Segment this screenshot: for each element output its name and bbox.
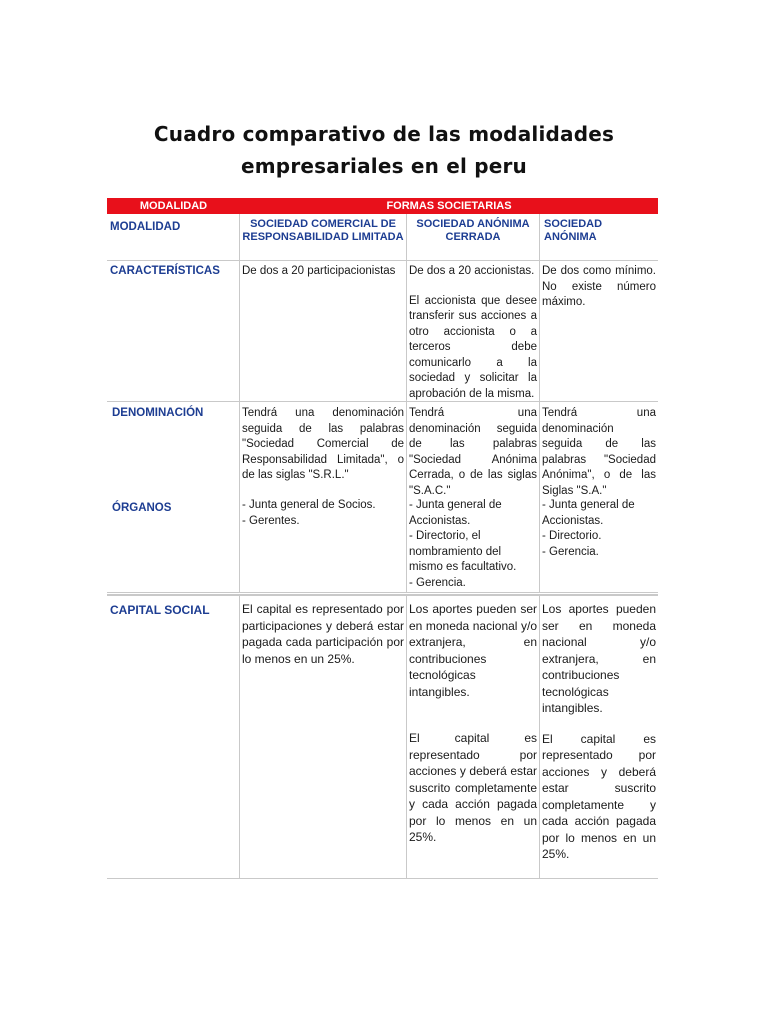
caracteristicas-sac-2: El accionista que desee transferir sus acciones a otro accionista o a terceros debe comunicarlo a la sociedad y solicitar la aprobación de la misma.	[409, 294, 537, 400]
organos-srl-2: - Gerentes.	[242, 514, 300, 527]
top-header-formas-societarias: FORMAS SOCIETARIAS	[386, 200, 512, 212]
capital-sac-2: El capital es representado por acciones y deberá estar suscrito completamente y cada acción pagada por lo menos en un 25%.	[409, 731, 537, 844]
caracteristicas-sac	[407, 261, 540, 401]
capital-sac	[407, 596, 540, 878]
caracteristicas-sac-1: De dos a 20 accionistas.	[409, 265, 535, 277]
table-row-denominacion-organos	[107, 402, 658, 593]
organos-sa-3: - Gerencia.	[542, 545, 599, 558]
comparison-table	[107, 198, 658, 879]
capital-sa	[540, 596, 658, 878]
title-line-2: empresariales en el peru	[241, 154, 527, 178]
capital-sa-1: Los aportes pueden ser en moneda nacional y/o extranjera, en contribuciones tecnológicas intangibles.	[542, 602, 656, 715]
capital-sa-2: El capital es representado por acciones y deberá estar suscrito completamente y cada acción pagada por lo menos en un 25%.	[542, 731, 656, 861]
denominacion-sa: Tendrá una denominación seguida de las palabras "Sociedad Anónima", o de las Siglas "S.A."	[542, 407, 656, 497]
organos-sac-3: - Gerencia.	[409, 576, 466, 589]
denominacion-organos-srl	[240, 402, 407, 592]
table-row-capital-social	[107, 594, 658, 879]
capital-sac-1: Los aportes pueden ser en moneda nacional y/o extranjera, en contribuciones tecnológicas intangibles.	[409, 602, 537, 699]
title-line-1: Cuadro comparativo de las modalidades	[153, 122, 615, 146]
row-label-capital-social: CAPITAL SOCIAL	[107, 596, 240, 878]
caracteristicas-sa: De dos como mínimo. No existe número máximo.	[542, 265, 656, 308]
capital-srl: El capital es representado por participaciones y deberá estar pagada cada participación por lo menos en un 25%.	[240, 596, 407, 878]
organos-sac-2: - Directorio, el nombramiento del mismo es facultativo.	[409, 530, 517, 573]
document-title	[0, 118, 768, 182]
row-label-denominacion: DENOMINACIÓN	[112, 407, 204, 419]
row-labels-denominacion-organos	[107, 402, 240, 592]
header-col-sa: SOCIEDAD ANÓNIMA	[544, 218, 603, 243]
row-label-organos: ÓRGANOS	[112, 501, 172, 514]
organos-srl-1: - Junta general de Socios.	[242, 499, 376, 511]
table-row-caracteristicas	[107, 261, 658, 402]
header-label-modalidad: MODALIDAD	[107, 214, 240, 260]
header-col-sac: SOCIEDAD ANÓNIMA CERRADA	[407, 214, 540, 260]
table-top-header	[107, 198, 658, 214]
row-label-caracteristicas: CARACTERÍSTICAS	[107, 261, 240, 401]
denominacion-organos-sa	[540, 402, 658, 592]
caracteristicas-srl: De dos a 20 participacionistas	[240, 261, 407, 401]
organos-sa-1: - Junta general de Accionistas.	[542, 499, 635, 527]
header-col-srl: SOCIEDAD COMERCIAL DE RESPONSABILIDAD LIMITADA	[240, 214, 407, 260]
organos-sac-1: - Junta general de Accionistas.	[409, 499, 502, 527]
denominacion-organos-sac	[407, 402, 540, 592]
organos-sa-2: - Directorio.	[542, 530, 602, 542]
table-header-row	[107, 214, 658, 261]
top-header-modalidad: MODALIDAD	[139, 200, 208, 212]
denominacion-sac: Tendrá una denominación seguida de las palabras "Sociedad Anónima Cerrada, o de las siglas "S.A.C."	[409, 407, 537, 497]
denominacion-srl: Tendrá una denominación seguida de las palabras "Sociedad Comercial de Responsabilidad Limitada", o de las siglas "S.R.L."	[242, 407, 404, 481]
